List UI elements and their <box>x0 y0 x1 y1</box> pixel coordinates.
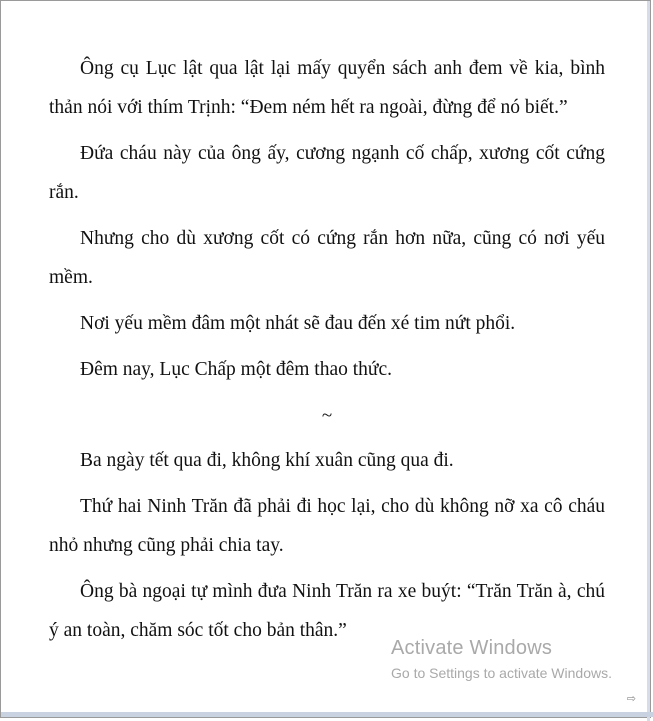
watermark-title: Activate Windows <box>391 637 553 659</box>
window-edge-bottom <box>1 712 653 717</box>
paragraph-3: Nhưng cho dù xương cốt có cứng rắn hơn nữa, cũng có nơi yếu mềm. <box>49 228 605 288</box>
paragraph-7: Thứ hai Ninh Trăn đã phải đi học lại, cho dù không nỡ xa cô cháu nhỏ nhưng cũng phải chia tay. <box>49 496 605 556</box>
paragraph-4: Nơi yếu mềm đâm một nhát sẽ đau đến xé tim nứt phổi. <box>80 313 516 334</box>
paragraph-8: Ông bà ngoại tự mình đưa Ninh Trăn ra xe buýt: “Trăn Trăn à, chú ý an toàn, chăm sóc tốt cho bản thân.” <box>49 581 605 641</box>
window-edge-right <box>647 1 650 721</box>
document-page <box>49 49 605 657</box>
paragraph-1: Ông cụ Lục lật qua lật lại mấy quyển sách anh đem về kia, bình thản nói với thím Trịnh: “Đem ném hết ra ngoài, đừng để nó biết.” <box>49 58 605 118</box>
paragraph-2: Đứa cháu này của ông ấy, cương ngạnh cố chấp, xương cốt cứng rắn. <box>49 143 605 203</box>
paragraph-5: Đêm nay, Lục Chấp một đêm thao thức. <box>80 359 393 380</box>
watermark-subtitle: Go to Settings to activate Windows. <box>391 665 612 681</box>
section-divider: ~ <box>321 405 333 426</box>
activation-watermark <box>391 635 612 683</box>
paragraph-6: Ba ngày tết qua đi, không khí xuân cũng qua đi. <box>80 450 454 471</box>
scroll-arrow-icon[interactable]: ⇨ <box>626 692 636 705</box>
